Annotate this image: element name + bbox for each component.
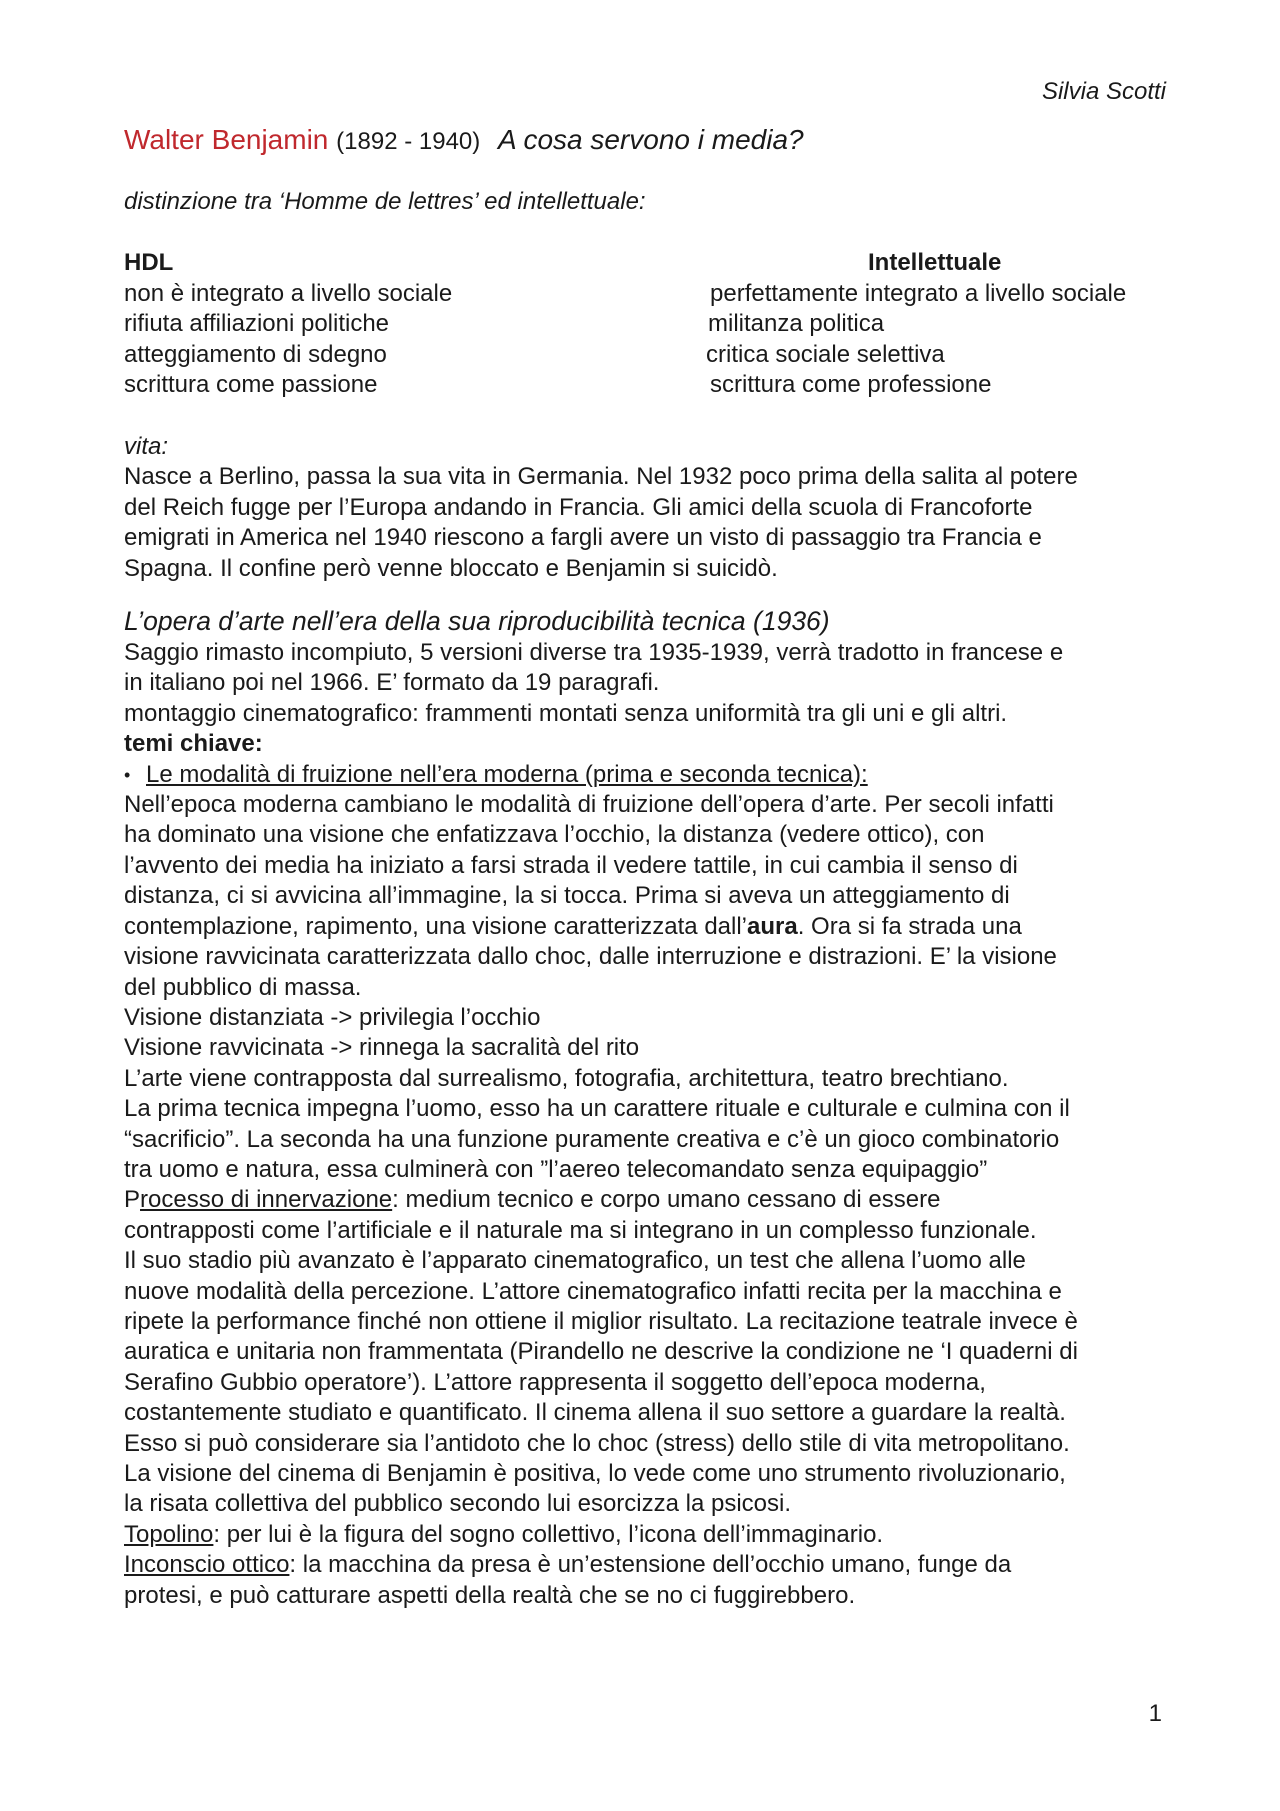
- text-line: “sacrificio”. La seconda ha una funzione puramente creativa e c’è un gioco combinatorio: [124, 1125, 1060, 1153]
- title-subtitle: A cosa servono i media?: [498, 124, 804, 155]
- vita-line: Spagna. Il confine però venne bloccato e Benjamin si suicidò.: [124, 554, 778, 582]
- text-line: visione ravvicinata caratterizzata dallo choc, dalle interruzione e distrazioni. E’ la visione: [124, 943, 1057, 971]
- topolino-rest: : per lui è la figura del sogno collettivo, l’icona dell’immaginario.: [213, 1520, 884, 1548]
- intellettuale-cell: scrittura come professione: [710, 371, 992, 398]
- intellettuale-cell: militanza politica: [708, 310, 885, 337]
- text-line: [124, 1550, 1184, 1580]
- vita-label: vita:: [124, 433, 169, 460]
- intellettuale-header: Intellettuale: [868, 249, 1002, 276]
- intellettuale-cell: perfettamente integrato a livello sociale: [710, 279, 1127, 307]
- text-line: ripete la performance finché non ottiene il miglior risultato. La recitazione teatrale invece è: [124, 1307, 1078, 1335]
- text-line: La visione del cinema di Benjamin è positiva, lo vede come uno strumento rivoluzionario,: [124, 1460, 1066, 1487]
- opera-line: Saggio rimasto incompiuto, 5 versioni diverse tra 1935-1939, verrà tradotto in francese e: [124, 639, 1064, 667]
- comparison-header: [124, 248, 1174, 279]
- text-line: La prima tecnica impegna l’uomo, esso ha un carattere rituale e culturale e culmina con il: [124, 1095, 1070, 1123]
- opera-title: L’opera d’arte nell’era della sua riproducibilità tecnica (1936): [124, 606, 830, 637]
- title-name: Walter Benjamin: [124, 124, 329, 155]
- comparison-row: [124, 370, 1174, 401]
- hdl-header: HDL: [124, 249, 174, 276]
- text-line: distanza, ci si avvicina all’immagine, la si tocca. Prima si aveva un atteggiamento di: [124, 882, 1010, 910]
- topolino-term: Topolino: [124, 1520, 214, 1548]
- text-line: [124, 1520, 1184, 1550]
- comparison-row: [124, 340, 1174, 371]
- inconscio-rest: : la macchina da presa è un’estensione dell’occhio umano, funge da: [289, 1551, 1012, 1579]
- text-line: Esso si può considerare sia l’antidoto che lo choc (stress) dello stile di vita metropolitano.: [124, 1429, 1070, 1457]
- opera-line: in italiano poi nel 1966. E’ formato da 19 paragrafi.: [124, 669, 660, 697]
- page-title: [124, 124, 804, 156]
- text-line: contrapposti come l’artificiale e il naturale ma si integrano in un complesso funzionale.: [124, 1216, 1037, 1244]
- comparison-row: [124, 309, 1174, 340]
- bullet-item: [124, 760, 1184, 790]
- vita-line: del Reich fugge per l’Europa andando in Francia. Gli amici della scuola di Francoforte: [124, 493, 1033, 521]
- hdl-cell: atteggiamento di sdegno: [124, 340, 387, 368]
- title-years: (1892 - 1940): [336, 128, 481, 155]
- text-line: protesi, e può catturare aspetti della realtà che se no ci fuggirebbero.: [124, 1581, 856, 1609]
- text-line: Serafino Gubbio operatore’). L’attore rappresenta il soggetto dell’epoca moderna,: [124, 1368, 986, 1396]
- processo-term: rocesso di innervazione: [140, 1186, 393, 1214]
- aura-after: . Ora si fa strada una: [797, 912, 1022, 940]
- bullet-icon: •: [124, 764, 131, 785]
- text-line: L’arte viene contrapposta dal surrealismo, fotografia, architettura, teatro brechtiano.: [124, 1064, 1009, 1092]
- text-line: [124, 1185, 1184, 1215]
- intellettuale-cell: critica sociale selettiva: [706, 340, 945, 368]
- text-line: la risata collettiva del pubblico secondo lui esorcizza la psicosi.: [124, 1490, 792, 1518]
- vita-line: emigrati in America nel 1940 riescono a fargli avere un visto di passaggio tra Francia e: [124, 524, 1042, 552]
- author-name: Silvia Scotti: [1041, 78, 1166, 105]
- processo-rest: : medium tecnico e corpo umano cessano di essere: [392, 1186, 941, 1214]
- hdl-cell: non è integrato a livello sociale: [124, 279, 453, 307]
- inconscio-term: Inconscio ottico: [124, 1551, 290, 1579]
- text-line: Il suo stadio più avanzato è l’apparato cinematografico, un test che allena l’uomo alle: [124, 1247, 1026, 1275]
- temi-label: [124, 729, 1184, 759]
- temi-label-text: temi chiave:: [124, 730, 263, 758]
- text-line: ha dominato una visione che enfatizzava l’occhio, la distanza (vedere ottico), con: [124, 821, 985, 849]
- text-line: auratica e unitaria non frammentata (Pirandello ne descrive la condizione ne ‘I quaderni di: [124, 1338, 1078, 1366]
- text-line: l’avvento dei media ha iniziato a farsi strada il vedere tattile, in cui cambia il senso di: [124, 851, 1018, 879]
- hdl-cell: scrittura come passione: [124, 371, 378, 398]
- opera-line: montaggio cinematografico: frammenti montati senza uniformità tra gli uni e gli altri.: [124, 699, 1008, 727]
- page-number: 1: [1148, 1700, 1162, 1727]
- text-line: costantemente studiato e quantificato. Il cinema allena il suo settore a guardare la realtà.: [124, 1399, 1066, 1427]
- hdl-cell: rifiuta affiliazioni politiche: [124, 310, 390, 337]
- text-line: tra uomo e natura, essa culminerà con ”l’aereo telecomandato senza equipaggio”: [124, 1155, 988, 1183]
- intro-line: distinzione tra ‘Homme de lettres’ ed intellettuale:: [124, 188, 646, 215]
- processo-first: P: [124, 1186, 141, 1214]
- bullet-text: Le modalità di fruizione nell’era moderna (prima e seconda tecnica):: [146, 760, 868, 788]
- text-line: Visione distanziata -> privilegia l’occhio: [124, 1003, 541, 1031]
- aura-word: aura: [747, 912, 798, 940]
- text-line: nuove modalità della percezione. L’attore cinematografico infatti recita per la macchina e: [124, 1277, 1062, 1305]
- comparison-table: [124, 248, 1174, 401]
- text-line: del pubblico di massa.: [124, 973, 362, 1001]
- comparison-row: [124, 279, 1174, 310]
- aura-before: contemplazione, rapimento, una visione caratterizzata dall’: [124, 912, 748, 940]
- vita-line: Nasce a Berlino, passa la sua vita in Germania. Nel 1932 poco prima della salita al potere: [124, 463, 1078, 491]
- text-line: [124, 912, 1184, 942]
- text-line: Visione ravvicinata -> rinnega la sacralità del rito: [124, 1034, 640, 1062]
- document-body: [124, 432, 1184, 1611]
- text-line: Nell’epoca moderna cambiano le modalità di fruizione dell’opera d’arte. Per secoli infatti: [124, 791, 1054, 819]
